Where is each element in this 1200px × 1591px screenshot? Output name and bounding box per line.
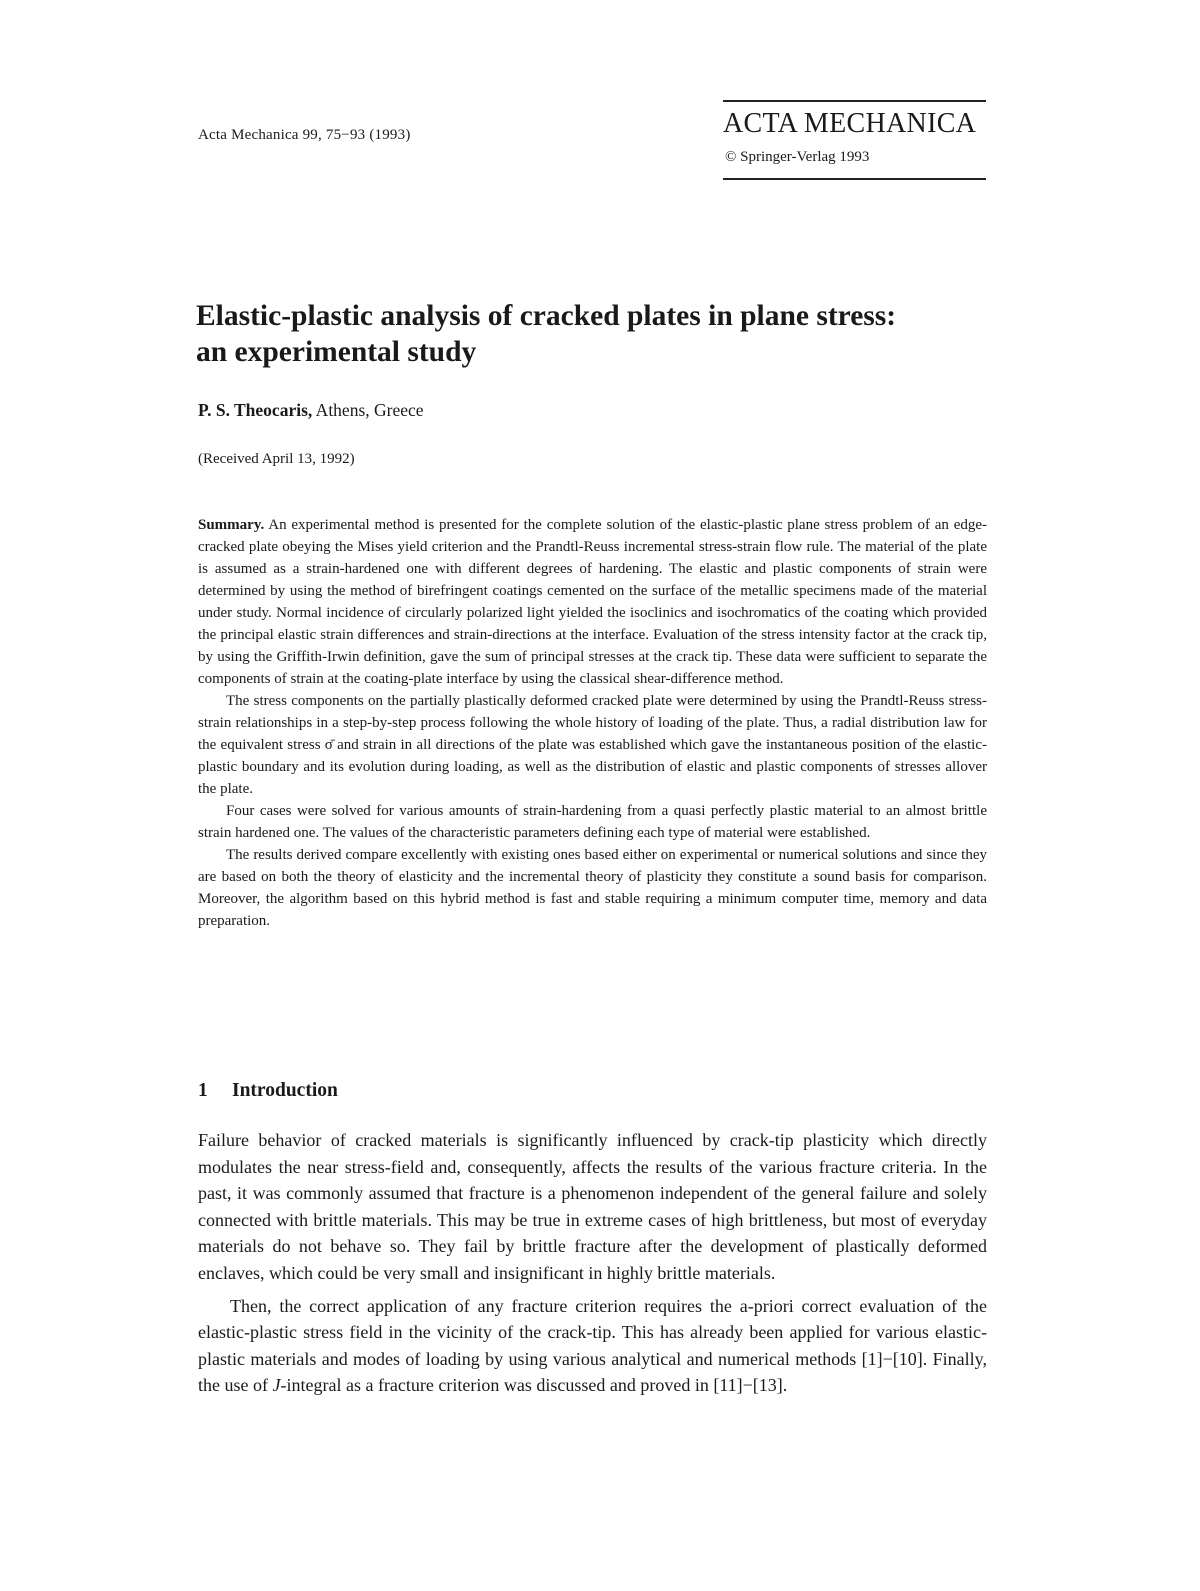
summary-paragraph: The results derived compare excellently with existing ones based either on experimental or numerical solutions and since they are based on both the theory of elasticity and the incremental theory of plasticity they constitute a sound basis for comparison. Moreover, the algorithm based on this hybrid method is fast and stable requiring a minimum computer time, memory and data preparation.: [198, 847, 987, 929]
body-text: Then, the correct application of any fracture criterion requires the a-priori correct evaluation of the elastic-plastic stress field in the vicinity of the crack-tip. This has already been applied for various elastic-plastic materials and modes of loading by using various analytical and numerical methods [1]−[10]. Finally, the use of: [198, 1295, 987, 1396]
copyright-line: © Springer-Verlag 1993: [725, 149, 870, 165]
summary-section: [198, 514, 987, 932]
journal-name: ACTA MECHANICA: [723, 108, 977, 139]
introduction-body: [198, 1127, 987, 1399]
body-paragraph: [198, 1293, 987, 1399]
summary-label: Summary.: [198, 517, 265, 533]
author-line: [198, 400, 424, 421]
summary-paragraph: Four cases were solved for various amounts of strain-hardening from a quasi perfectly plastic material to an almost brittle strain hardened one. The values of the characteristic parameters defining each type of material were established.: [198, 803, 987, 841]
author-location: Athens, Greece: [312, 400, 424, 420]
title-line-1: Elastic-plastic analysis of cracked plates in plane stress:: [196, 300, 897, 332]
author-name: P. S. Theocaris,: [198, 400, 313, 420]
body-paragraph: Failure behavior of cracked materials is significantly influenced by crack-tip plasticity which directly modulates the near stress-field and, consequently, affects the results of the various fracture criteria. In the past, it was commonly assumed that fracture is a phenomenon independent of the general failure and solely connected with brittle materials. This may be true in extreme cases of high brittleness, but most of everyday materials do not behave so. They fail by brittle fracture after the development of plastically deformed enclaves, which could be very small and insignificant in highly brittle materials.: [198, 1130, 987, 1283]
j-integral-symbol: J: [272, 1375, 281, 1396]
summary-paragraph: The stress components on the partially plastically deformed cracked plate were determined by using the Prandtl-Reuss stress-strain relationships in a step-by-step process following the whole history of loading of the plate. Thus, a radial distribution law for the equivalent stress σ̄ and strain in all directions of the plate was established which gave the instantaneous position of the elastic-plastic boundary and its evolution during loading, as well as the distribution of elastic and plastic components of stresses allover the plate.: [198, 693, 987, 797]
article-title: [196, 298, 996, 370]
title-line-2: an experimental study: [196, 336, 477, 368]
journal-masthead: [723, 100, 986, 180]
body-text: -integral as a fracture criterion was discussed and proved in [11]−[13].: [280, 1375, 788, 1396]
summary-text: An experimental method is presented for the complete solution of the elastic-plastic plane stress problem of an edge-cracked plate obeying the Mises yield criterion and the Prandtl-Reuss incremental stress-strain flow rule. The material of the plate is assumed as a strain-hardened one with different degrees of hardening. The elastic and plastic components of strain were determined by using the method of birefringent coatings cemented on the surface of the metallic specimens made of the material under study. Normal incidence of circularly polarized light yielded the isoclinics and isochromatics of the coating which provided the principal elastic strain differences and strain-directions at the interface. Evaluation of the stress intensity factor at the crack tip, by using the Griffith-Irwin definition, gave the sum of principal stresses at the crack tip. These data were sufficient to separate the components of strain at the coating-plate interface by using the classical shear-difference method.: [198, 517, 987, 687]
section-heading-introduction: [198, 1080, 338, 1102]
received-date: (Received April 13, 1992): [198, 451, 355, 467]
summary-paragraph: [198, 514, 987, 690]
citation-line: Acta Mechanica 99, 75−93 (1993): [198, 127, 411, 143]
section-number: 1: [198, 1080, 208, 1101]
section-title: Introduction: [232, 1080, 338, 1101]
